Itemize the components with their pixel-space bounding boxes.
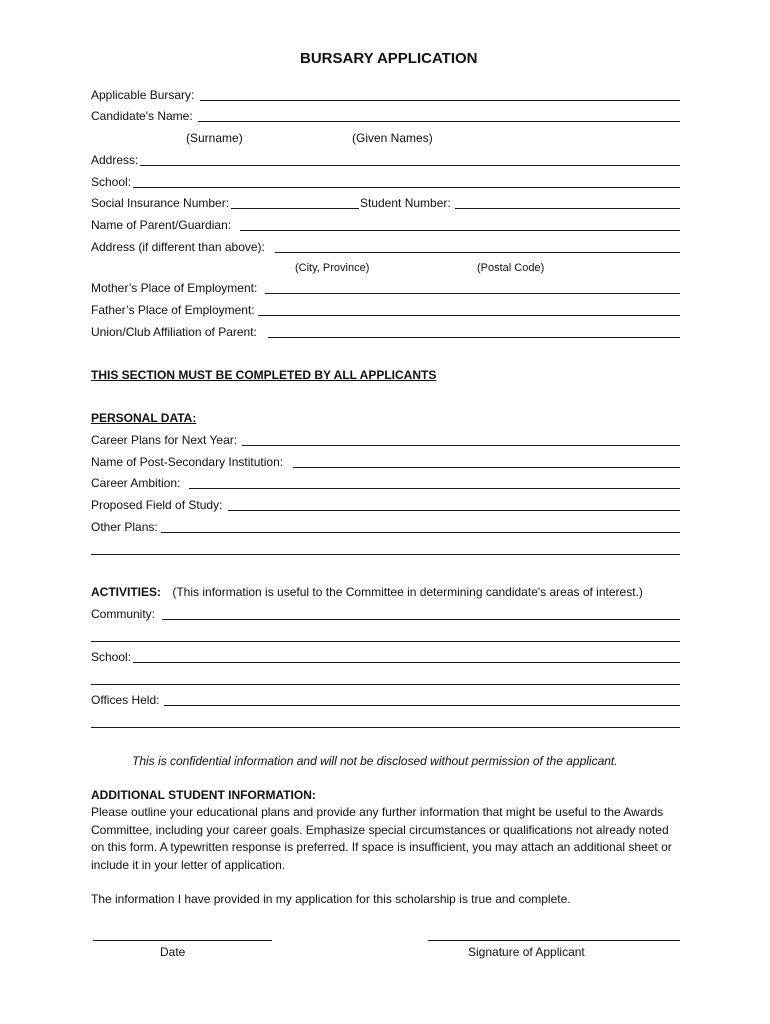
community-label: Community: bbox=[91, 607, 156, 621]
city-province-hint: (City, Province) bbox=[295, 262, 370, 274]
union-affiliation-field[interactable] bbox=[268, 337, 680, 338]
sin-label: Social Insurance Number: bbox=[91, 196, 230, 210]
confidential-note: This is confidential information and will not be disclosed without permission of the applicant. bbox=[132, 754, 618, 768]
postal-code-hint: (Postal Code) bbox=[477, 262, 545, 274]
father-employment-label: Father’s Place of Employment: bbox=[91, 303, 255, 317]
additional-info-body: Please outline your educational plans and provide any further information that might be useful to the Awards Committee, including your career goals. Emphasize special circumstances or qualifications not already noted on this form. A typewritten response is preferred. If space is insufficient, you may attach an additional sheet or include it in your letter of application. bbox=[91, 805, 672, 872]
other-plans-extra-line[interactable] bbox=[91, 554, 680, 555]
activities-heading: ACTIVITIES: bbox=[91, 585, 162, 599]
institution-label: Name of Post-Secondary Institution: bbox=[91, 455, 284, 469]
mother-employment-field[interactable] bbox=[265, 293, 680, 294]
activities-heading-row bbox=[91, 586, 643, 598]
student-number-label: Student Number: bbox=[360, 196, 451, 210]
career-plans-label: Career Plans for Next Year: bbox=[91, 433, 238, 447]
mother-employment-label: Mother’s Place of Employment: bbox=[91, 281, 258, 295]
candidate-name-label: Candidate's Name: bbox=[91, 109, 193, 123]
offices-held-label: Offices Held: bbox=[91, 693, 160, 707]
union-affiliation-label: Union/Club Affiliation of Parent: bbox=[91, 325, 257, 339]
parent-name-field[interactable] bbox=[240, 230, 680, 231]
activities-school-field[interactable] bbox=[133, 662, 680, 663]
field-of-study-field[interactable] bbox=[228, 510, 680, 511]
alt-address-label: Address (if different than above): bbox=[91, 240, 265, 254]
declaration-text: The information I have provided in my application for this scholarship is true and complete. bbox=[91, 892, 571, 906]
date-label: Date bbox=[160, 945, 186, 959]
applicable-bursary-field[interactable] bbox=[200, 100, 680, 101]
signature-field[interactable] bbox=[428, 940, 680, 941]
other-plans-field[interactable] bbox=[161, 532, 680, 533]
form-title: BURSARY APPLICATION bbox=[300, 50, 478, 67]
surname-hint: (Surname) bbox=[186, 131, 243, 145]
community-extra-line[interactable] bbox=[91, 641, 680, 642]
candidate-name-field[interactable] bbox=[198, 121, 680, 122]
date-field[interactable] bbox=[93, 940, 272, 941]
career-ambition-label: Career Ambition: bbox=[91, 476, 181, 490]
section-all-applicants-heading: THIS SECTION MUST BE COMPLETED BY ALL APPLICANTS bbox=[91, 368, 437, 382]
career-ambition-field[interactable] bbox=[189, 488, 680, 489]
address-field[interactable] bbox=[140, 165, 680, 166]
other-plans-label: Other Plans: bbox=[91, 520, 158, 534]
parent-name-label: Name of Parent/Guardian: bbox=[91, 218, 232, 232]
father-employment-field[interactable] bbox=[258, 315, 680, 316]
applicable-bursary-label: Applicable Bursary: bbox=[91, 88, 195, 102]
activities-school-label: School: bbox=[91, 650, 132, 664]
personal-data-heading: PERSONAL DATA: bbox=[91, 411, 197, 425]
field-of-study-label: Proposed Field of Study: bbox=[91, 498, 223, 512]
sin-field[interactable] bbox=[231, 208, 359, 209]
given-names-hint: (Given Names) bbox=[352, 131, 433, 145]
career-plans-field[interactable] bbox=[242, 445, 680, 446]
signature-label: Signature of Applicant bbox=[468, 945, 585, 959]
offices-held-extra-line[interactable] bbox=[91, 727, 680, 728]
community-field[interactable] bbox=[162, 619, 680, 620]
school-label: School: bbox=[91, 175, 132, 189]
additional-info-heading: ADDITIONAL STUDENT INFORMATION: bbox=[91, 788, 316, 802]
address-label: Address: bbox=[91, 153, 139, 167]
activities-school-extra-line[interactable] bbox=[91, 684, 680, 685]
student-number-field[interactable] bbox=[455, 208, 680, 209]
institution-field[interactable] bbox=[293, 467, 680, 468]
offices-held-field[interactable] bbox=[164, 705, 680, 706]
alt-address-field[interactable] bbox=[275, 252, 680, 253]
school-field[interactable] bbox=[133, 187, 680, 188]
activities-note: (This information is useful to the Committee in determining candidate's areas of interest.) bbox=[172, 585, 643, 599]
